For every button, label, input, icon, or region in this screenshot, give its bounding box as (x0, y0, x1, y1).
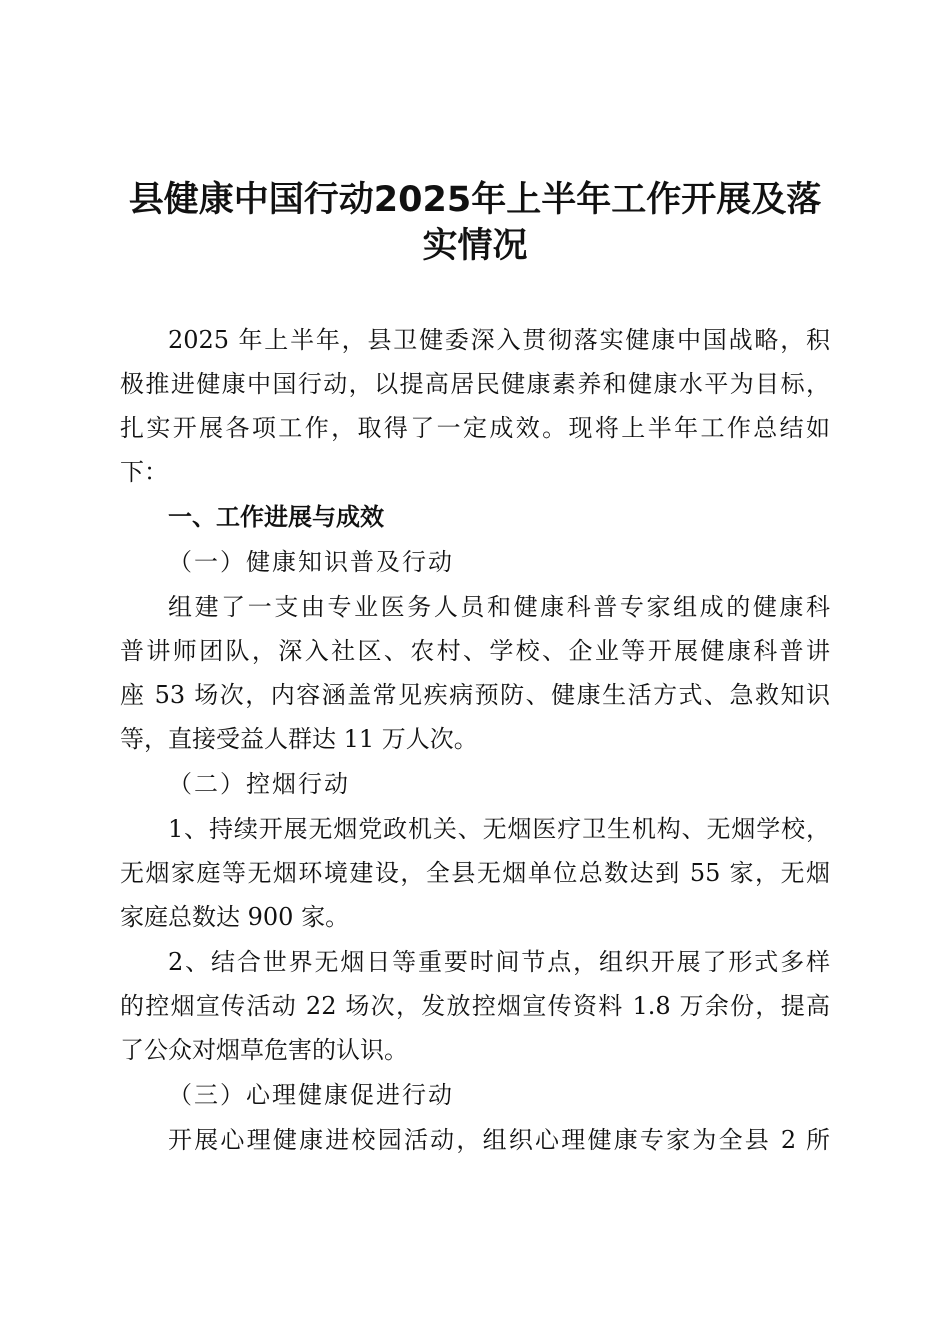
intro-line-1: 2025 年上半年，县卫健委深入贯彻落实健康中国战略，积 (168, 326, 830, 354)
sub1-line-2: 普讲师团队，深入社区、农村、学校、企业等开展健康科普讲 (120, 637, 830, 665)
sub2-item1-line-2: 无烟家庭等无烟环境建设，全县无烟单位总数达到 55 家，无烟 (120, 859, 830, 887)
sub3-line-1: 开展心理健康进校园活动，组织心理健康专家为全县 2 所 (168, 1126, 830, 1154)
subheading-mental-health: （三）心理健康促进行动 (168, 1081, 454, 1109)
sub2-item2-line-2: 的控烟宣传活动 22 场次，发放控烟宣传资料 1.8 万余份，提高 (120, 992, 830, 1020)
sub2-item1-line-1: 1、持续开展无烟党政机关、无烟医疗卫生机构、无烟学校， (168, 815, 830, 843)
section-heading-progress: 一、工作进展与成效 (168, 503, 384, 531)
document-title-line-1: 县健康中国行动2025年上半年工作开展及落 (128, 180, 822, 220)
intro-line-3: 扎实开展各项工作，取得了一定成效。现将上半年工作总结如 (120, 414, 830, 442)
sub1-line-3: 座 53 场次，内容涵盖常见疾病预防、健康生活方式、急救知识 (120, 681, 830, 709)
sub1-line-4: 等，直接受益人群达 11 万人次。 (120, 725, 478, 753)
intro-line-4: 下： (120, 458, 168, 486)
sub1-line-1: 组建了一支由专业医务人员和健康科普专家组成的健康科 (168, 593, 830, 621)
sub2-item2-line-3: 了公众对烟草危害的认识。 (120, 1036, 408, 1064)
sub2-item2-line-1: 2、结合世界无烟日等重要时间节点，组织开展了形式多样 (168, 948, 830, 976)
sub2-item1-line-3: 家庭总数达 900 家。 (120, 903, 350, 931)
intro-line-2: 极推进健康中国行动，以提高居民健康素养和健康水平为目标， (120, 370, 830, 398)
subheading-tobacco-control: （二）控烟行动 (168, 770, 350, 798)
subheading-health-knowledge: （一）健康知识普及行动 (168, 548, 454, 576)
document-title-line-2: 实情况 (422, 226, 528, 266)
